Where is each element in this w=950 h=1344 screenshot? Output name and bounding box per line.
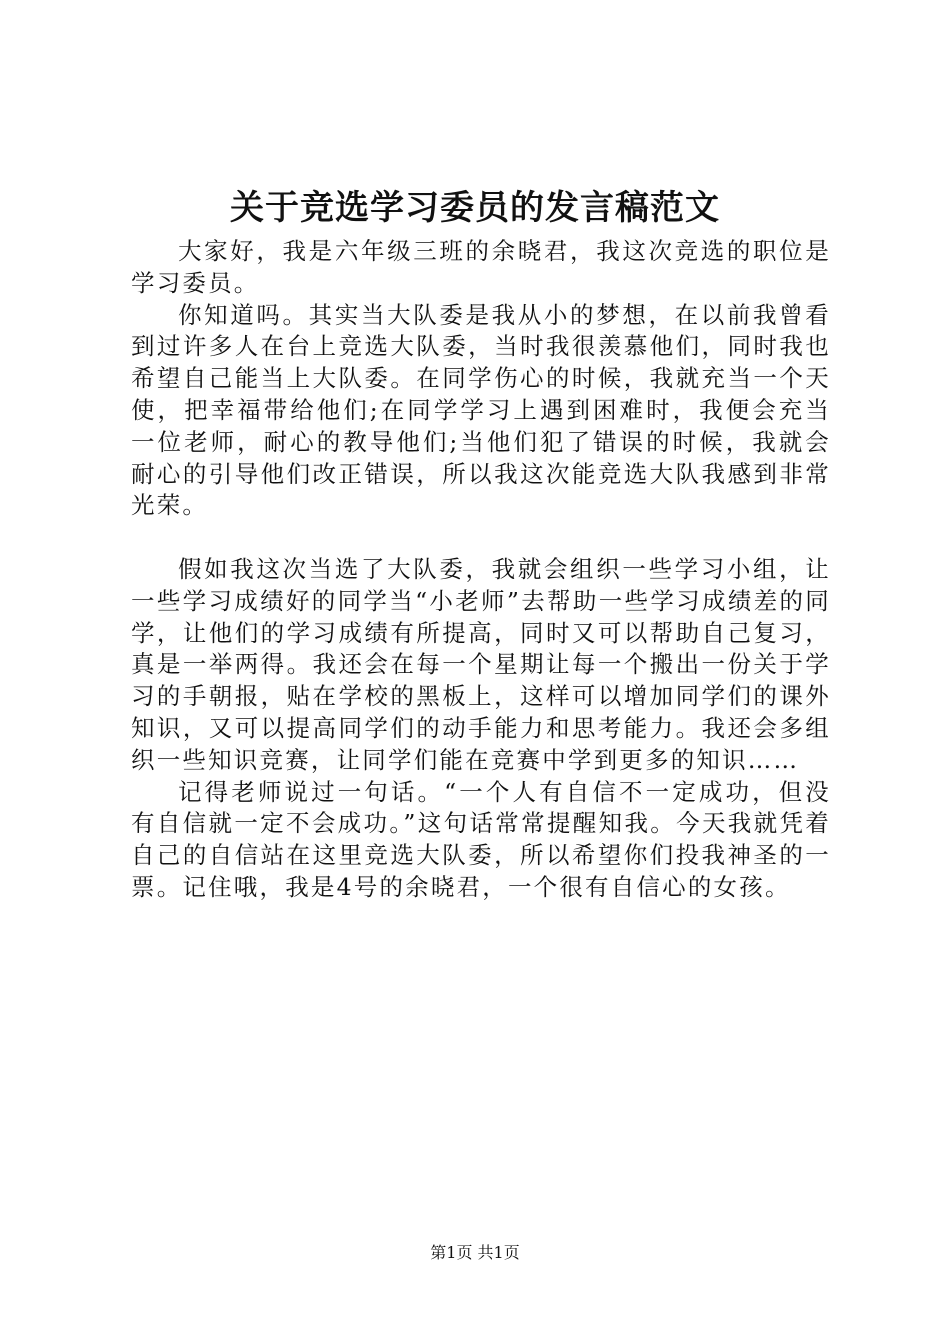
- paragraph-closing: 记得老师说过一句话。“一个人有自信不一定成功，但没有自信就一定不会成功。”这句话常常提醒知我。今天我就凭着自己的自信站在这里竞选大队委，所以希望你们投我神圣的一票。记住哦，我是4号的余晓君，一个很有自信心的女孩。: [131, 777, 831, 901]
- paragraph-greeting: 大家好，我是六年级三班的余晓君，我这次竞选的职位是学习委员。: [131, 237, 831, 297]
- paragraph-plans: 假如我这次当选了大队委，我就会组织一些学习小组，让一些学习成绩好的同学当“小老师”去帮助一些学习成绩差的同学，让他们的学习成绩有所提高，同时又可以帮助自己复习，真是一举两得。我还会在每一个星期让每一个搬出一份关于学习的手朝报，贴在学校的黑板上，这样可以增加同学们的课外知识，又可以提高同学们的动手能力和思考能力。我还会多组织一些知识竞赛，让同学们能在竞赛中学到更多的知识……: [131, 554, 831, 774]
- document-title: 关于竞选学习委员的发言稿范文: [230, 188, 720, 228]
- document-body: [131, 236, 831, 904]
- page-number-footer: 第1页 共1页: [430, 1243, 520, 1262]
- paragraph-spacer: [131, 522, 831, 554]
- paragraph-dream: 你知道吗。其实当大队委是我从小的梦想，在以前我曾看到过许多人在台上竞选大队委，当时我很羡慕他们，同时我也希望自己能当上大队委。在同学伤心的时候，我就充当一个天使，把幸福带给他们;在同学学习上遇到困难时，我便会充当一位老师，耐心的教导他们;当他们犯了错误的时候，我就会耐心的引导他们改正错误，所以我这次能竞选大队我感到非常光荣。: [131, 300, 831, 520]
